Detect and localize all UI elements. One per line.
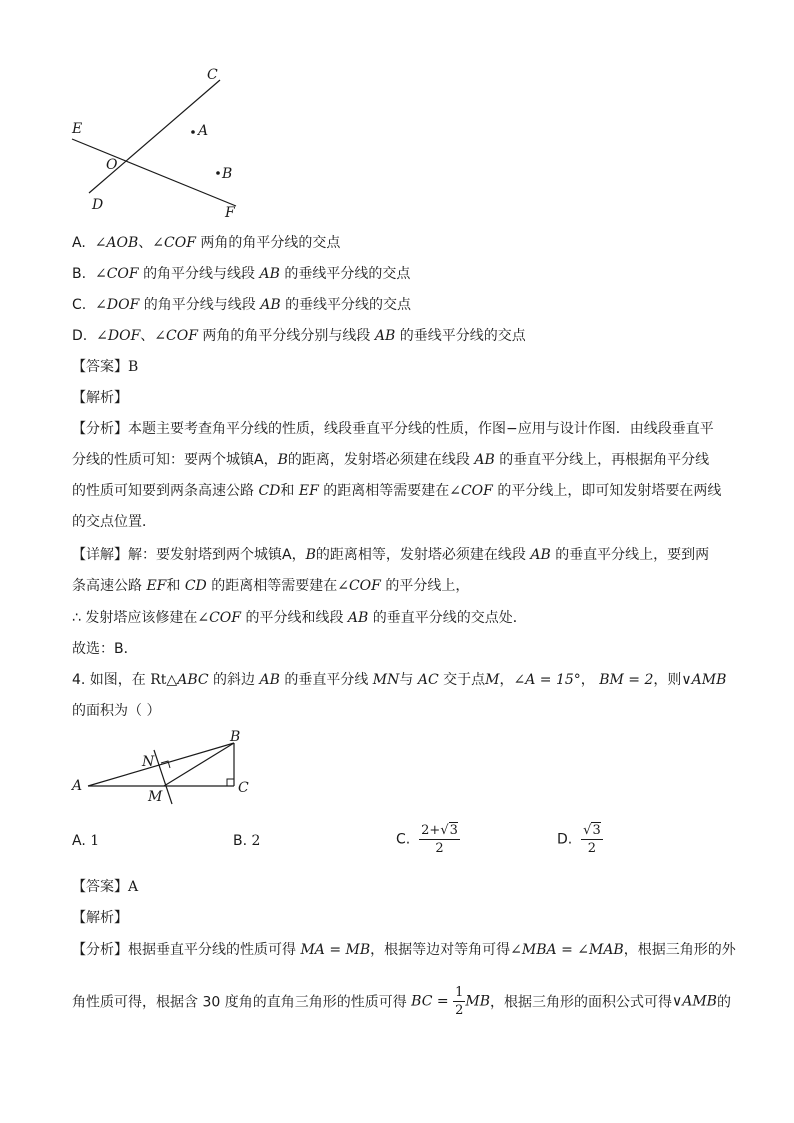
option-value: 1 [90,833,100,849]
math-expr: MA = MB [300,942,371,958]
denominator: 2 [455,1003,464,1018]
sqrt-radicand: 3 [592,823,601,838]
paragraph-text: 解：要发射塔到两个城镇A， [128,547,306,563]
math-expr: ∠COF [154,328,198,344]
q3-fenxi-line-1 [72,419,714,439]
paragraph-text: 和 [166,578,181,594]
answer-value: A [128,879,139,895]
q3-choose: 故选：B． [72,641,138,657]
q4-fenxi-line-1 [72,940,736,960]
math-expr: AC [417,672,439,688]
line-ef [72,139,236,206]
fraction: $\frac{2+√3}{2}$ [421,823,458,856]
label-f: F [225,205,235,221]
paragraph-text: 的平分线上， [385,578,470,594]
paragraph-text: 本题主要考查角平分线的性质，线段垂直平分线的性质，作图−应用与设计作图．由线段垂直平 [128,421,714,437]
label-n: N [142,754,155,770]
segment-bm [164,743,234,786]
math-expr: AB [259,672,280,688]
math-expr: ∠MBA = ∠MAB [510,942,624,958]
option-b [72,264,410,284]
option-text: 的角平分线与线段 [143,266,256,282]
q3-xiangjie-line-2 [72,576,469,596]
math-expr: M [485,672,500,688]
paragraph-text: ，根据三角形的面积公式可得 [489,994,672,1011]
math-expr: ∠DOF [95,297,140,313]
option-text: 的垂线平分线的交点 [285,297,412,313]
point-b [216,171,220,175]
option-text: 的垂线平分线的交点 [399,328,526,344]
math-expr: ∨AMB [681,672,727,688]
math-expr: CD [258,483,281,499]
paragraph-text: 的距离相等需要建在 [211,578,338,594]
right-angle-mark-c [227,779,234,786]
point-a [191,130,195,134]
paragraph-text: 的 [716,994,731,1011]
paragraph-text: ，则 [653,672,682,688]
math-expr: ∠A = 15° [513,672,581,688]
math-expr: ∠COF [337,578,381,594]
q4-option-c [396,822,460,857]
label-m: M [148,789,163,805]
math-expr: ∨AMB [671,993,717,1010]
separator: 、 [138,235,153,251]
option-d [72,326,526,346]
paragraph-text: 4. 如图，在 [72,672,146,688]
math-expr: ∠COF [94,266,139,282]
answer-tag: 【答案】 [72,359,128,375]
paragraph-text: 的距离相等，发射塔必须建在线段 [315,547,526,563]
paragraph-text: 的平分线上，即可知发射塔要在两线 [497,483,722,499]
math-expr: EF [146,578,167,594]
math-expr: MB [465,993,490,1010]
paragraph-text: ，根据三角形的外 [623,942,736,958]
fraction-one-half [453,984,465,1019]
answer-value: B [128,359,139,375]
option-value: 2 [251,833,261,849]
q3-fenxi-line-3 [72,481,721,501]
math-expr: CD [184,578,207,594]
math-expr: AB [374,328,396,344]
fraction: $\frac{√3}{2}$ [583,823,601,856]
paragraph-text: 的垂直平分线 [284,672,369,688]
paragraph-text: 角性质可得，根据含 30 度角的直角三角形的性质可得 [72,994,407,1011]
right-triangle-figure [68,728,258,808]
answer-tag: 【答案】 [72,879,128,895]
option-letter: B. [72,266,87,282]
label-c: C [238,780,249,796]
q4-option-d [557,822,603,857]
q4-analysis-tag: 【解析】 [72,910,128,926]
denominator: 2 [587,841,597,856]
paragraph-text: 交于点 [443,672,486,688]
label-a: A [72,778,83,794]
option-c [72,295,411,315]
q3-xiangjie-line-3 [72,608,527,628]
intersecting-lines-figure [60,60,260,225]
math-expr: Rt△ [150,672,178,688]
math-expr: AB [530,547,551,563]
numerator: 1 [455,985,464,1000]
paragraph-text: 条高速公路 [72,578,142,594]
label-d: D [92,197,104,213]
paragraph-text: ∴ 发射塔应该修建在 [72,610,198,626]
option-a [72,233,340,253]
option-text: 两角的角平分线分别与线段 [202,328,371,344]
label-a: A [198,123,209,139]
option-text: 的角平分线与线段 [143,297,256,313]
option-letter: D. [72,328,88,344]
paragraph-text: 的垂直平分线上，再根据角平分线 [499,452,710,468]
math-expr: ∠COF [197,610,241,626]
label-o: O [106,157,118,173]
xiangjie-tag: 【详解】 [72,547,128,563]
q3-answer [72,357,138,377]
q4-stem-line-1 [72,670,726,690]
paragraph-text: 的距离相等需要建在 [323,483,450,499]
option-letter: A. [72,833,86,849]
q4-fenxi-line-2 [72,984,731,1019]
label-b: B [230,729,241,745]
numerator-text: 2+ [421,823,441,838]
math-expr: AB [347,610,369,626]
paragraph-text: 的垂直平分线的交点处． [372,610,527,626]
math-expr: ∠AOB [94,235,139,251]
paragraph-text: ， [580,672,595,688]
math-expr: ∠DOF [96,328,141,344]
option-letter: A. [72,235,86,251]
paragraph-text: 的性质可知要到两条高速公路 [72,483,254,499]
option-letter: D. [557,831,573,848]
label-b: B [222,166,233,182]
math-expr: ∠COF [449,483,493,499]
math-expr: ABC [177,672,209,688]
math-expr: MN [372,672,400,688]
math-expr: BC = [411,993,449,1010]
paragraph-text: ，根据等边对等角可得 [370,942,511,958]
q3-xiangjie-line-1 [72,545,709,565]
label-c: C [207,67,218,83]
paragraph-text: 与 [399,672,414,688]
label-e: E [72,121,83,137]
q3-fenxi-line-2 [72,450,709,470]
fenxi-tag: 【分析】 [72,942,128,958]
option-letter: C. [72,297,87,313]
math-expr: BM = 2 [599,672,654,688]
paragraph-text: 和 [280,483,295,499]
math-expr: B [277,452,288,468]
paragraph-text: 分线的性质可知：要两个城镇A， [72,452,278,468]
option-text: 两角的角平分线的交点 [200,235,341,251]
q3-analysis-tag: 【解析】 [72,390,128,406]
math-expr: EF [298,483,319,499]
option-letter: C. [396,831,411,848]
paragraph-text: ， [499,672,514,688]
sqrt-radicand: 3 [449,823,458,838]
separator: 、 [140,328,155,344]
paragraph-text: 的距离，发射塔必须建在线段 [287,452,470,468]
q4-answer [72,877,138,897]
q4-option-a [72,831,99,851]
paragraph-text: 根据垂直平分线的性质可得 [128,942,296,958]
fenxi-tag: 【分析】 [72,421,128,437]
q4-option-b [233,831,260,851]
option-text: 的垂线平分线的交点 [284,266,411,282]
denominator: 2 [435,841,444,856]
paragraph-text: 的垂直平分线上，要到两 [555,547,710,563]
q4-stem-line-2: 的面积为（ ） [72,703,161,719]
paragraph-text: 的平分线和线段 [245,610,344,626]
math-expr: B [305,547,316,563]
math-expr: AB [260,297,281,313]
segment-ab [88,743,234,786]
paragraph-text: 的斜边 [213,672,256,688]
q3-fenxi-line-4: 的交点位置． [72,514,156,530]
math-expr: ∠COF [152,235,196,251]
math-expr: AB [474,452,495,468]
option-letter: B. [233,833,248,849]
math-expr: AB [259,266,280,282]
